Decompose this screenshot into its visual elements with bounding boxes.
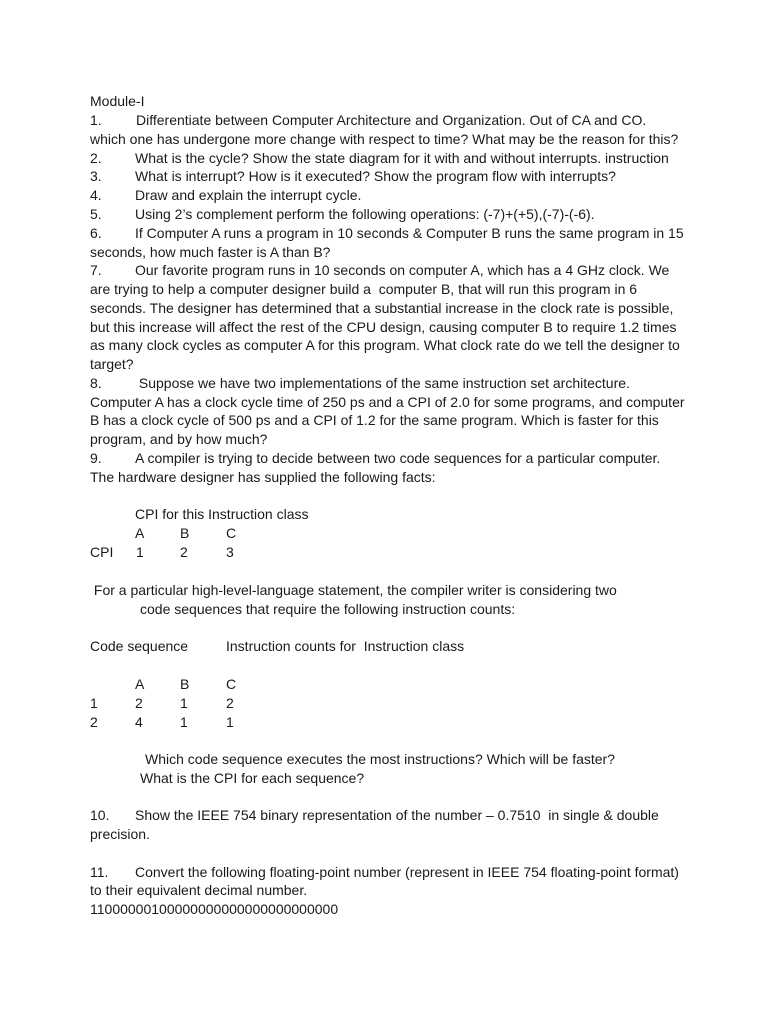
q7-text-cont: but this increase will affect the rest of the CPU design, causing computer B to require 1.2 times xyxy=(90,319,677,335)
q10-number: 10. xyxy=(90,807,110,823)
q9-number: 9. xyxy=(90,450,102,466)
cpi-header-c: C xyxy=(226,525,237,541)
q1-text: Differentiate between Computer Architecture and Organization. Out of CA and CO. xyxy=(136,112,647,128)
q6-number: 6. xyxy=(90,225,102,241)
row-label: 1 xyxy=(90,695,98,711)
cell: 1 xyxy=(226,714,234,730)
q7-text-cont: seconds. The designer has determined that a substantial increase in the clock rate is possible, xyxy=(90,300,674,316)
q2-number: 2. xyxy=(90,150,102,166)
count-header-a: A xyxy=(135,676,145,692)
q8-text-cont: Computer A has a clock cycle time of 250 ps and a CPI of 2.0 for some programs, and computer xyxy=(90,394,685,410)
module-title: Module-I xyxy=(90,93,145,109)
q6-text: If Computer A runs a program in 10 seconds & Computer B runs the same program in 15 xyxy=(135,225,684,241)
q4-text: Draw and explain the interrupt cycle. xyxy=(135,187,362,203)
q5-number: 5. xyxy=(90,206,102,222)
row-label: 2 xyxy=(90,714,98,730)
paragraph-text-cont: code sequences that require the following instruction counts: xyxy=(140,601,516,617)
col-instruction-counts: Instruction counts for Instruction class xyxy=(226,638,465,654)
paragraph-text: Which code sequence executes the most instructions? Which will be faster? xyxy=(145,751,616,767)
q3-number: 3. xyxy=(90,168,102,184)
q4-number: 4. xyxy=(90,187,102,203)
cell: 2 xyxy=(226,695,234,711)
q7-text: Our favorite program runs in 10 seconds on computer A, which has a 4 GHz clock. We xyxy=(135,262,670,278)
q1-text-cont: which one has undergone more change with respect to time? What may be the reason for this? xyxy=(90,131,679,147)
cpi-header-b: B xyxy=(180,525,190,541)
count-header-c: C xyxy=(226,676,237,692)
cell: 1 xyxy=(180,714,188,730)
q6-text-cont: seconds, how much faster is A than B? xyxy=(90,244,331,260)
paragraph-text-cont: What is the CPI for each sequence? xyxy=(140,770,365,786)
q8-text: Suppose we have two implementations of the same instruction set architecture. xyxy=(135,375,630,391)
q11-number: 11. xyxy=(90,864,109,880)
col-code-sequence: Code sequence xyxy=(90,638,189,654)
q7-text-cont: target? xyxy=(90,356,134,372)
q9-text-cont: The hardware designer has supplied the following facts: xyxy=(90,469,436,485)
cell: 1 xyxy=(180,695,188,711)
binary-number: 11000000100000000000000000000000 xyxy=(90,901,339,917)
cpi-value-b: 2 xyxy=(180,544,188,560)
q5-text: Using 2’s complement perform the following operations: (-7)+(+5),(-7)-(-6). xyxy=(135,206,595,222)
q10-text-cont: precision. xyxy=(90,826,150,842)
cpi-value-c: 3 xyxy=(226,544,234,560)
q8-number: 8. xyxy=(90,375,102,391)
q7-text-cont: as many clock cycles as computer A for this program. What clock rate do we tell the designer to xyxy=(90,337,680,353)
q9-text: A compiler is trying to decide between two code sequences for a particular computer. xyxy=(135,450,661,466)
cpi-header-a: A xyxy=(135,525,145,541)
q11-text-cont: to their equivalent decimal number. xyxy=(90,882,308,898)
q11-text: Convert the following floating-point number (represent in IEEE 754 floating-point format) xyxy=(135,864,679,880)
q3-text: What is interrupt? How is it executed? Show the program flow with interrupts? xyxy=(135,168,616,184)
cell: 4 xyxy=(135,714,143,730)
q8-text-cont: B has a clock cycle of 500 ps and a CPI of 1.2 for the same program. Which is faster for this xyxy=(90,412,659,428)
q10-text: Show the IEEE 754 binary representation of the number – 0.7510 in single & double xyxy=(135,807,659,823)
cpi-table-caption: CPI for this Instruction class xyxy=(135,506,309,522)
cpi-value-a: 1 xyxy=(136,544,144,560)
cpi-row-label: CPI xyxy=(90,544,114,560)
count-header-b: B xyxy=(180,676,190,692)
cell: 2 xyxy=(135,695,143,711)
q7-number: 7. xyxy=(90,262,102,278)
q7-text-cont: are trying to help a computer designer build a computer B, that will run this program in 6 xyxy=(90,281,638,297)
q8-text-cont: program, and by how much? xyxy=(90,431,268,447)
q1-number: 1. xyxy=(90,112,102,128)
paragraph-text: For a particular high-level-language statement, the compiler writer is considering two xyxy=(90,582,617,598)
q2-text: What is the cycle? Show the state diagram for it with and without interrupts. instruction xyxy=(135,150,669,166)
